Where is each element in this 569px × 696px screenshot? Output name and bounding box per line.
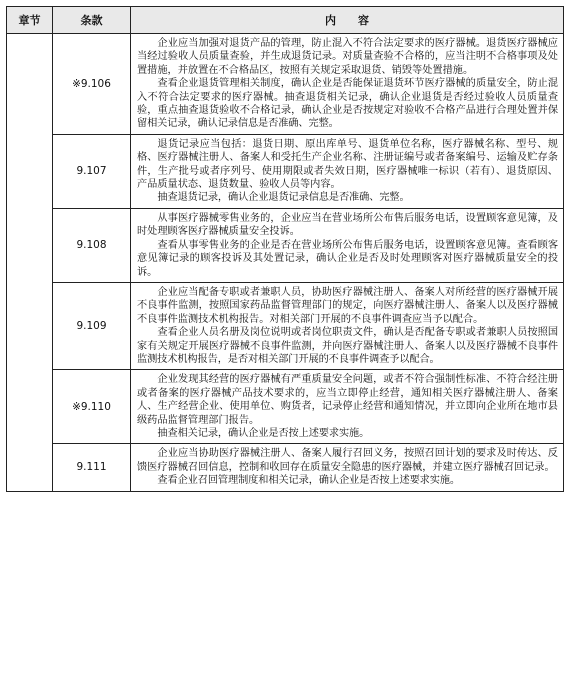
clause-number: 9.108: [53, 208, 131, 282]
clause-number: ※9.110: [53, 370, 131, 444]
requirement-text: 企业应当配备专职或者兼职人员，协助医疗器械注册人、备案人对所经营的医疗器械开展不良事件监测，按照国家药品监督管理部门的规定，向医疗器械注册人、备案人以及医疗器械不良事件监测技术机构报告。对相关部门开展的不良事件调查应当予以配合。: [137, 286, 558, 325]
clause-content: [131, 34, 564, 135]
inspection-method-text: 查看企业召回管理制度和相关记录，确认企业是否按上述要求实施。: [157, 475, 461, 487]
clause-number: 9.111: [53, 444, 131, 491]
chapter-cell: [7, 34, 53, 492]
clause-content: [131, 134, 564, 208]
inspection-method-text: 查看企业人员名册及岗位说明或者岗位职责文件，确认是否配备专职或者兼职人员按照国家有关规定开展医疗器械不良事件监测，并向医疗器械注册人、备案人以及医疗器械不良事件监测技术机构报告，是否对相关部门开展的不良事件调查予以配合。: [137, 327, 558, 365]
header-row: [7, 7, 564, 34]
table-row: [7, 34, 564, 135]
table-header: [7, 7, 564, 34]
requirement-text: 企业应当加强对退货产品的管理，防止混入不符合法定要求的医疗器械。退货医疗器械应当经过验收人员质量查验，并生成退货记录。对质量查验不合格的，应当注明不合格事项及处置措施，并放置在不合格品区，按照有关规定采取退货、销毁等处置措施。: [137, 38, 558, 76]
requirement-text: 退货记录应当包括：退货日期、原出库单号、退货单位名称，医疗器械名称、型号、规格、医疗器械注册人、备案人和受托生产企业名称、注册证编号或者备案编号、运输及贮存条件，生产批号或者序列号、使用期限或者失效日期，医疗器械唯一标识（若有）、退货原因、产品质量状态、退货数量、验收人员等内容。: [137, 138, 558, 191]
table-row: [7, 134, 564, 208]
header-chapter: 章节: [7, 7, 53, 34]
table-row: [7, 282, 564, 369]
clause-content: [131, 208, 564, 282]
clause-number: 9.109: [53, 282, 131, 369]
clause-number: 9.107: [53, 134, 131, 208]
inspection-method-text: 抽查退货记录，确认企业退货记录信息是否准确、完整。: [157, 192, 410, 204]
clause-number: ※9.106: [53, 34, 131, 135]
clause-content: [131, 444, 564, 491]
inspection-method-text: 查看企业退货管理相关制度，确认企业是否能保证退货环节医疗器械的质量安全，防止混入不符合法定要求的医疗器械。抽查退货相关记录，确认企业退货是否经过验收人员质量查验，重点抽查退货验收不合格记录，确认企业是否按规定对验收不合格产品进行合理处置并保留相关记录，确认记录信息是否准确、完整。: [137, 78, 558, 130]
clause-content: [131, 282, 564, 369]
requirement-text: 企业应当协助医疗器械注册人、备案人履行召回义务，按照召回计划的要求及时传达、反馈医疗器械召回信息，控制和收回存在质量安全隐患的医疗器械，并建立医疗器械召回记录。: [137, 448, 558, 473]
requirement-text: 企业发现其经营的医疗器械有严重质量安全问题，或者不符合强制性标准、不符合经注册或者备案的医疗器械产品技术要求的，应当立即停止经营，通知相关医疗器械注册人、备案人、生产经营企业、使用单位、购货者，记录停止经营和通知情况，并立即向企业所在地市县级药品监督管理部门报告。: [137, 374, 558, 426]
header-clause: 条款: [53, 7, 131, 34]
clause-content: [131, 370, 564, 444]
table-body: [7, 34, 564, 492]
inspection-method-text: 抽查相关记录，确认企业是否按上述要求实施。: [157, 427, 370, 439]
regulation-table: [6, 6, 564, 492]
inspection-method-text: 查看从事零售业务的企业是否在营业场所公布售后服务电话，设置顾客意见簿。查看顾客意见簿记录的顾客投诉及其处置记录，确认企业是否及时处理顾客对医疗器械质量安全的投诉。: [137, 239, 558, 278]
requirement-text: 从事医疗器械零售业务的，企业应当在营业场所公布售后服务电话，设置顾客意见簿，及时处理顾客医疗器械质量安全投诉。: [137, 212, 558, 238]
table-row: [7, 208, 564, 282]
table-row: [7, 370, 564, 444]
header-content: 内 容: [131, 7, 564, 34]
table-row: [7, 444, 564, 491]
